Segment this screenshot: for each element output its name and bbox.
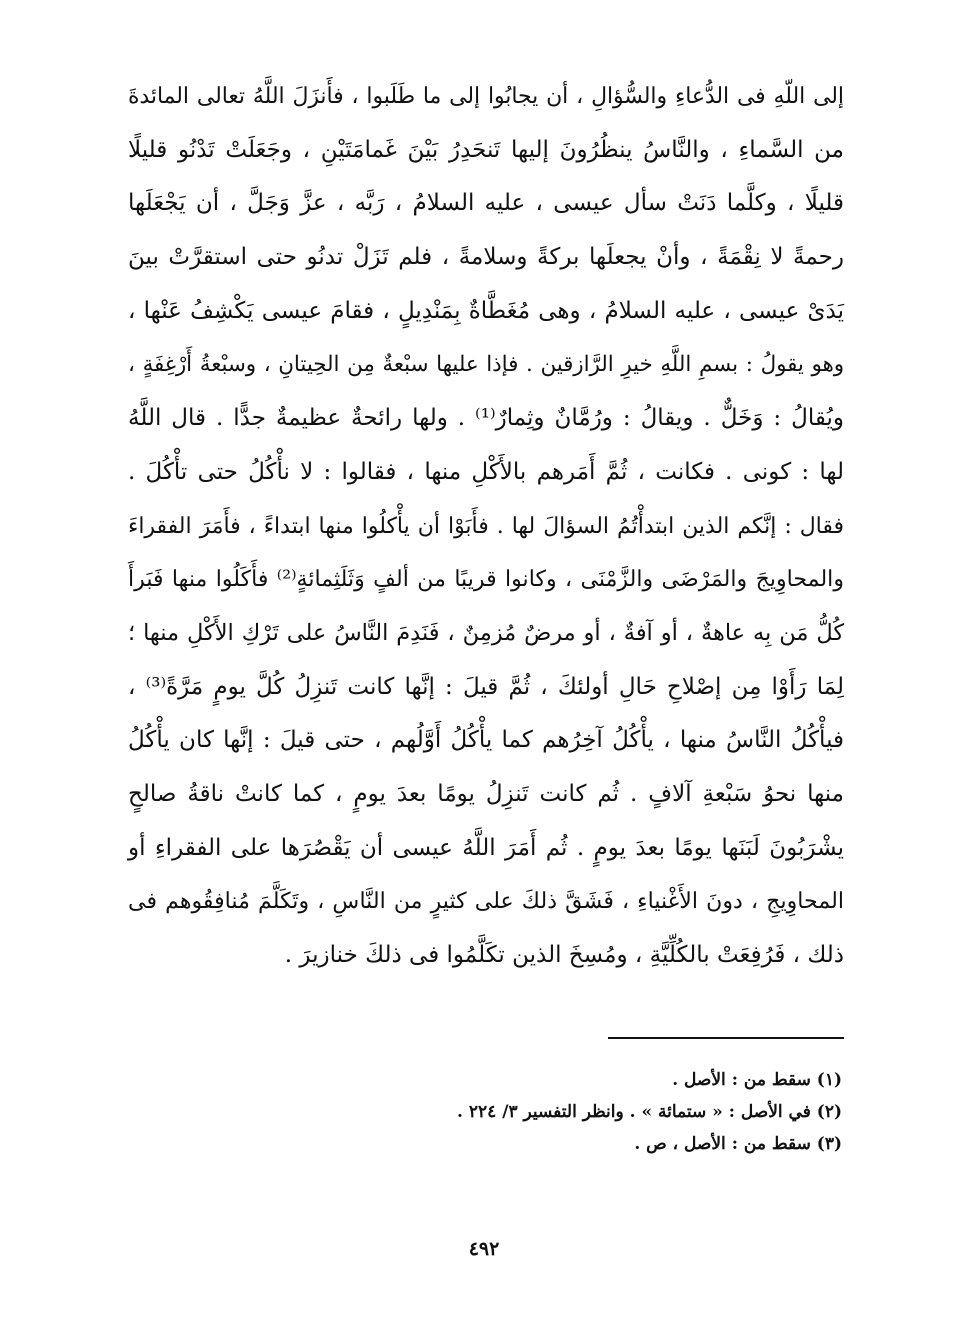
text-line: فقال : إنَّكم الذين ابتدأْتُمُ السؤالَ لها . فأَبَوْا أن يأْكلُوا منها ابتداءً ، فأَمَرَ الفقراءَ bbox=[128, 513, 844, 539]
text-line: وهو يقولُ : بسمِ اللَّهِ خيرِ الرَّازقين . فإذا عليها سبْعةٌ مِن الحِيتانِ ، وسبْعةُ أَرْغِفَةٍ ، bbox=[128, 352, 844, 378]
text-line: المحاوِيجِ ، دونَ الأَغْنياءِ ، فَشَقَّ ذلكَ على كثيرٍ من النَّاسِ ، وتَكَلَّمَ مُنافِقُوهم فى bbox=[128, 888, 844, 915]
text-line: فيأْكُلُ النَّاسُ منها ، يأْكُلُ آخِرُهم كما يأْكُلُ أَوَّلُهم ، حتى قيلَ : إنَّها كان يأْكُلُ bbox=[128, 727, 844, 754]
text-line: لها : كونى . فكانت ، ثُمَّ أَمَرهم بالأَكْلِ منها ، فقالوا : لا نأْكُلُ حتى تأْكُلَ . bbox=[128, 458, 844, 485]
footnotes bbox=[300, 1064, 842, 1160]
text-line: منها نحوُ سَبْعةِ آلافٍ . ثُم كانت تَنزِلُ يومًا بعدَ يومٍ ، كما كانتْ ناقةُ صالحٍ bbox=[128, 780, 844, 807]
page-number: ٤٩٢ bbox=[468, 1238, 500, 1260]
footnote-divider bbox=[608, 1037, 844, 1039]
text-line: من السَّماءِ ، والنَّاسُ ينظُرُونَ إليها تَنحَدِرُ بَيْنَ غَمامَتَيْنِ ، وجَعَلَتْ تَدْنُو قليلًا bbox=[128, 136, 844, 163]
text-line: قليلًا ، وكلَّما دَنَتْ سأل عيسى ، عليه السلامُ ، رَبَّه ، عزَّ وَجَلَّ ، أن يَجْعَلَها bbox=[128, 190, 844, 217]
text-line: إلى اللّهِ فى الدُّعاءِ والسُّؤالِ ، أن يجابُوا إلى ما طَلَبوا ، فأَنزَلَ اللَّهُ تعالى المائدةَ bbox=[128, 84, 844, 109]
text-line: ذلك ، فَرُفِعَتْ بالكُلِّيَّةِ ، ومُسِخَ الذين تكَلَّمُوا فى ذلكَ خنازيرَ . bbox=[284, 942, 844, 968]
footnote-2: (٢) في الأصل : « ستمائة » . وانظر التفسير ٣/ ٢٢٤ . bbox=[457, 1102, 842, 1122]
text-line: كُلُّ مَن بِه عاهةٌ ، أو آفةٌ ، أو مرضٌ مُزمِنٌ ، فَنَدِمَ النَّاسُ على تَرْكِ الأَكْلِ منها ؛ bbox=[128, 619, 844, 646]
text-line: رحمةً لا نِقْمَةً ، وأنْ يجعلَها بركةً وسلامةً ، فلم تَزَلْ تدنُو حتى استقرَّتْ بينَ bbox=[128, 244, 844, 271]
footnote-1: (١) سقط من : الأصل . bbox=[672, 1070, 842, 1090]
text-line: يشْرَبُونَ لَبَنَها يومًا بعدَ يومٍ . ثُم أَمَرَ اللَّهُ عيسى أن يَقْصُرَها على الفقراءِ أو bbox=[128, 834, 844, 861]
text-line: يَدَىْ عيسى ، عليه السلامُ ، وهى مُغَطَّاةٌ بِمَنْدِيلٍ ، فقامَ عيسى يَكْشِفُ عَنْها ، bbox=[128, 297, 844, 324]
text-line: والمحاوِيجَ والمَرْضَى والزَّمْنَى ، وكانوا قريبًا من ألفٍ وَثَلَثِمائةٍ⁽²⁾ فأَكَلُوا منها فَبَرأَ bbox=[128, 566, 844, 593]
text-line: ويُقالُ : وَخَلٌّ . ويقالُ : ورُمَّانٌ وثِمارٌ⁽¹⁾ . ولها رائحةٌ عظيمةٌ جدًّا . قال اللَّهُ bbox=[128, 405, 844, 432]
text-line: لِمَا رَأَوْا مِن إصْلاحِ حَالِ أولئكَ ، ثُمَّ قيلَ : إنَّها كانت تَنزِلُ كُلَّ يومٍ مَرَّةً⁽³⁾ ، bbox=[128, 673, 845, 700]
footnote-3: (٣) سقط من : الأصل ، ص . bbox=[634, 1134, 842, 1154]
main-text bbox=[128, 70, 844, 983]
